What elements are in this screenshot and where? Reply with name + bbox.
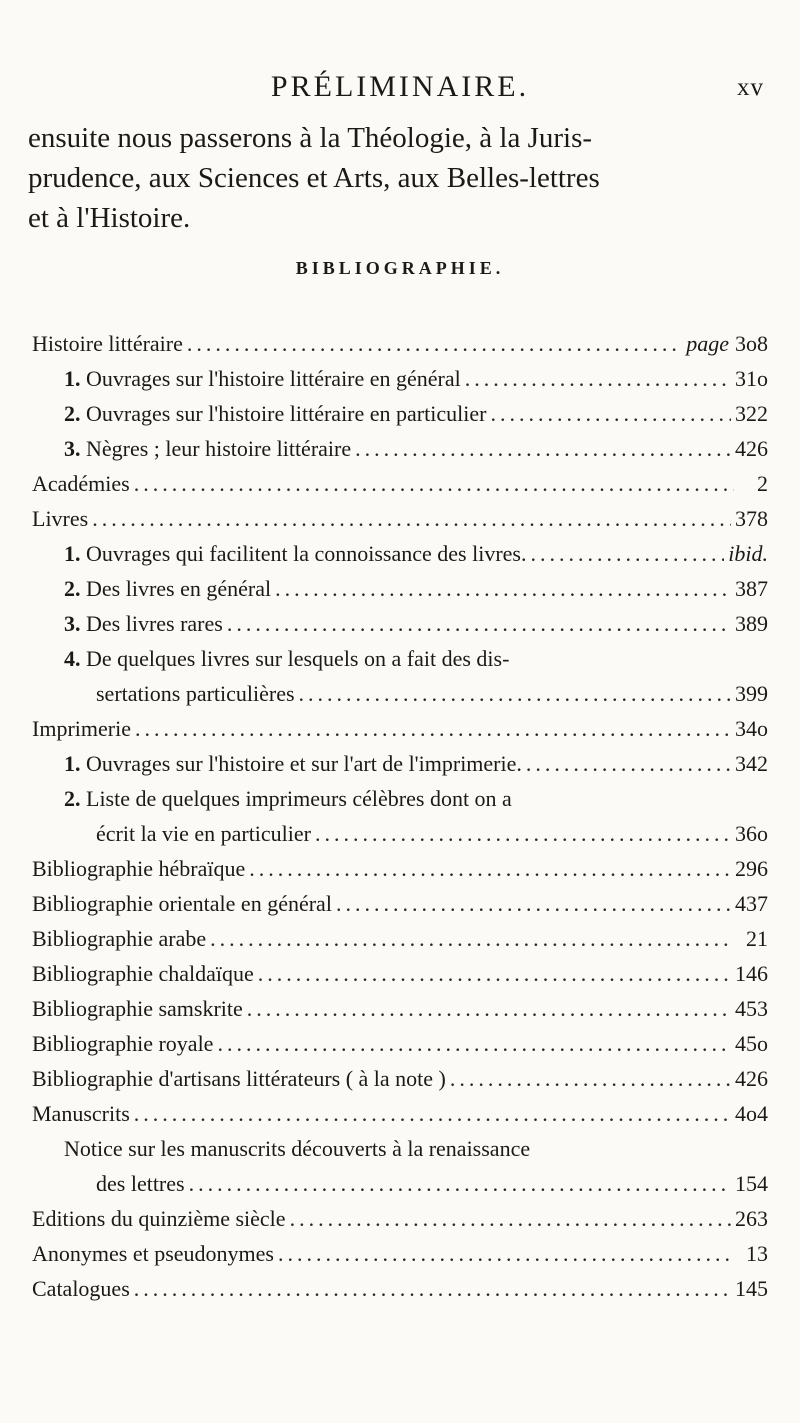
dot-leader [465, 366, 731, 392]
toc-page-number: 296 [735, 856, 768, 881]
dot-leader [315, 821, 731, 847]
dot-leader [355, 436, 731, 462]
dot-leader [336, 891, 731, 917]
toc-entry [32, 331, 768, 365]
toc-entry [32, 856, 768, 890]
toc-page-number: 342 [735, 751, 768, 776]
toc-entry-text: Bibliographie samskrite [32, 996, 243, 1021]
toc-entry-label [32, 716, 131, 742]
running-title: PRÉLIMINAIRE. [270, 70, 530, 103]
toc-entry-number: 2. [64, 401, 81, 426]
toc-entry-text: écrit la vie en particulier [96, 821, 311, 846]
toc-entry [64, 541, 768, 575]
toc-entry-text: Ouvrages sur l'histoire littéraire en particulier [86, 401, 487, 426]
intro-line: ensuite nous passerons à la Théologie, à la Juris- [28, 122, 593, 154]
toc-page-number: 387 [735, 576, 768, 601]
toc-entry-number: 2. [64, 576, 81, 601]
toc-page-number: 453 [735, 996, 768, 1021]
toc-entry [64, 646, 768, 680]
toc-entry-label [96, 821, 311, 847]
page-prefix: page [686, 331, 729, 356]
toc-entry [32, 1031, 768, 1065]
toc-entry-number: 4. [64, 646, 81, 671]
toc-page-number: 154 [735, 1171, 768, 1196]
toc-entry-number: 3. [64, 436, 81, 461]
toc-page-number: 322 [735, 401, 768, 426]
toc-entry-number: 1. [64, 541, 81, 566]
toc-page-number: 389 [735, 611, 768, 636]
toc-entry-text: Bibliographie hébraïque [32, 856, 246, 881]
dot-leader [247, 996, 731, 1022]
toc-entry-text: Notice sur les manuscrits découverts à la renaissance [64, 1136, 531, 1161]
toc-entry-label [32, 891, 332, 917]
dot-leader [217, 1031, 731, 1057]
toc-entry-label [64, 646, 509, 672]
intro-paragraph [28, 118, 778, 238]
toc-entry-label [96, 681, 295, 707]
toc-page-number: 36o [735, 821, 768, 846]
toc-entry-label [64, 786, 512, 812]
dot-leader [189, 1171, 731, 1197]
toc-page-number: 2 [757, 471, 768, 496]
toc-entry [32, 926, 768, 960]
toc-entry-text: Ouvrages sur l'histoire littéraire en général [86, 366, 461, 391]
toc-entry [64, 611, 768, 645]
toc-entry-label [32, 1031, 213, 1057]
toc-entry [64, 786, 768, 820]
page-number: xv [737, 74, 764, 101]
toc-entry-label [64, 751, 522, 777]
toc-page-number: 263 [735, 1206, 768, 1231]
toc-entry [32, 996, 768, 1030]
toc-entry-label [32, 856, 245, 882]
toc-entry-label [64, 401, 486, 427]
toc-entry-text: Liste de quelques imprimeurs célèbres dont on a [86, 786, 512, 811]
toc-entry-label [64, 576, 271, 602]
toc-entry-text: Histoire littéraire [32, 331, 183, 356]
toc-entry-label [32, 1206, 286, 1232]
toc-page-number: 34o [735, 716, 768, 741]
running-head [0, 70, 800, 110]
toc-entry-number: 2. [64, 786, 81, 811]
toc-entry [32, 961, 768, 995]
dot-leader [275, 576, 731, 602]
toc-page-number: 45o [735, 1031, 768, 1056]
dot-leader [278, 1241, 734, 1267]
toc-entry-label [64, 611, 223, 637]
toc-entry [32, 891, 768, 925]
dot-leader [299, 681, 731, 707]
toc-entry-label [32, 1066, 446, 1092]
toc-entry-text: Ouvrages sur l'histoire et sur l'art de l'imprimerie. [86, 751, 522, 776]
toc-entry [32, 1101, 768, 1135]
toc-entry [32, 716, 768, 750]
toc-page-number: 13 [746, 1241, 768, 1266]
toc-entry [32, 1206, 768, 1240]
toc-entry [96, 821, 768, 855]
dot-leader [187, 331, 682, 357]
toc-entry-label [64, 436, 351, 462]
toc-entry-text: sertations particulières [96, 681, 295, 706]
toc-entry-text: Catalogues [32, 1276, 130, 1301]
toc-page-number: 145 [735, 1276, 768, 1301]
dot-leader [290, 1206, 731, 1232]
toc-entry-text: Des livres rares [86, 611, 223, 636]
toc-entry-label [32, 961, 254, 987]
toc-entry-text: Manuscrits [32, 1101, 130, 1126]
toc-entry-text: Bibliographie orientale en général [32, 891, 332, 916]
toc-entry-text: Imprimerie [32, 716, 131, 741]
toc-entry-label [64, 366, 461, 392]
toc-entry [64, 401, 768, 435]
toc-entry-label [64, 541, 526, 567]
toc-page-number: 21 [746, 926, 768, 951]
toc-page-number: 3o8 [735, 331, 768, 356]
dot-leader [249, 856, 731, 882]
toc-entry [32, 1066, 768, 1100]
dot-leader [92, 506, 731, 532]
toc-entry [64, 436, 768, 470]
toc-entry [64, 751, 768, 785]
toc-entry-text: Bibliographie arabe [32, 926, 207, 951]
toc-entry-text: Nègres ; leur histoire littéraire [86, 436, 352, 461]
dot-leader [227, 611, 731, 637]
toc-entry [32, 1241, 768, 1275]
toc-entry-text: Bibliographie royale [32, 1031, 214, 1056]
dot-leader [490, 401, 731, 427]
toc-page-number: 437 [735, 891, 768, 916]
toc-entry-text: Livres [32, 506, 89, 531]
toc-entry-text: Anonymes et pseudonymes [32, 1241, 274, 1266]
toc-page-number: ibid. [728, 541, 768, 566]
toc-page-number: 146 [735, 961, 768, 986]
toc-entry-text: Ouvrages qui facilitent la connoissance des livres. [86, 541, 527, 566]
section-title: BIBLIOGRAPHIE. [295, 258, 505, 278]
toc-entry [64, 576, 768, 610]
toc-entry-label [32, 1241, 274, 1267]
dot-leader [210, 926, 734, 952]
toc-page-number: 426 [735, 1066, 768, 1091]
toc-entry [32, 471, 768, 505]
toc-entry-number: 1. [64, 366, 81, 391]
intro-line: prudence, aux Sciences et Arts, aux Belles-lettres [28, 162, 600, 194]
intro-line: et à l'Histoire. [28, 202, 191, 234]
toc-entry [64, 1136, 768, 1170]
toc-entry-text: Des livres en général [86, 576, 272, 601]
toc-entry-text: De quelques livres sur lesquels on a fait des dis- [86, 646, 510, 671]
toc-entry [32, 1276, 768, 1310]
toc-entry-number: 1. [64, 751, 81, 776]
toc-page-number: 399 [735, 681, 768, 706]
toc-page-number: 378 [735, 506, 768, 531]
toc-entry-label [32, 996, 243, 1022]
toc-entry [32, 506, 768, 540]
dot-leader [134, 471, 734, 497]
toc-entry-label [64, 1136, 530, 1162]
toc-entry-label [32, 471, 130, 497]
toc-entry-number: 3. [64, 611, 81, 636]
dot-leader [526, 751, 731, 777]
toc-entry-label [32, 926, 206, 952]
toc-entry [64, 366, 768, 400]
toc-entry [96, 1171, 768, 1205]
toc-page-number: 31o [735, 366, 768, 391]
toc-entry-label [32, 1276, 130, 1302]
toc-entry [96, 681, 768, 715]
dot-leader [134, 1276, 731, 1302]
dot-leader [530, 541, 724, 567]
dot-leader [134, 1101, 731, 1127]
dot-leader [135, 716, 731, 742]
toc-entry-text: Bibliographie d'artisans littérateurs ( à la note ) [32, 1066, 446, 1091]
toc-entry-label [96, 1171, 185, 1197]
dot-leader [258, 961, 731, 987]
toc-entry-text: Académies [32, 471, 130, 496]
toc-entry-text: Editions du quinzième siècle [32, 1206, 286, 1231]
dot-leader [450, 1066, 731, 1092]
toc-entry-label [32, 1101, 130, 1127]
toc-page-number: 426 [735, 436, 768, 461]
toc-entry-label [32, 506, 88, 532]
toc-entry-text: des lettres [96, 1171, 185, 1196]
toc-entry-label [32, 331, 183, 357]
toc-entry-text: Bibliographie chaldaïque [32, 961, 254, 986]
toc-page-number: 4o4 [735, 1101, 768, 1126]
